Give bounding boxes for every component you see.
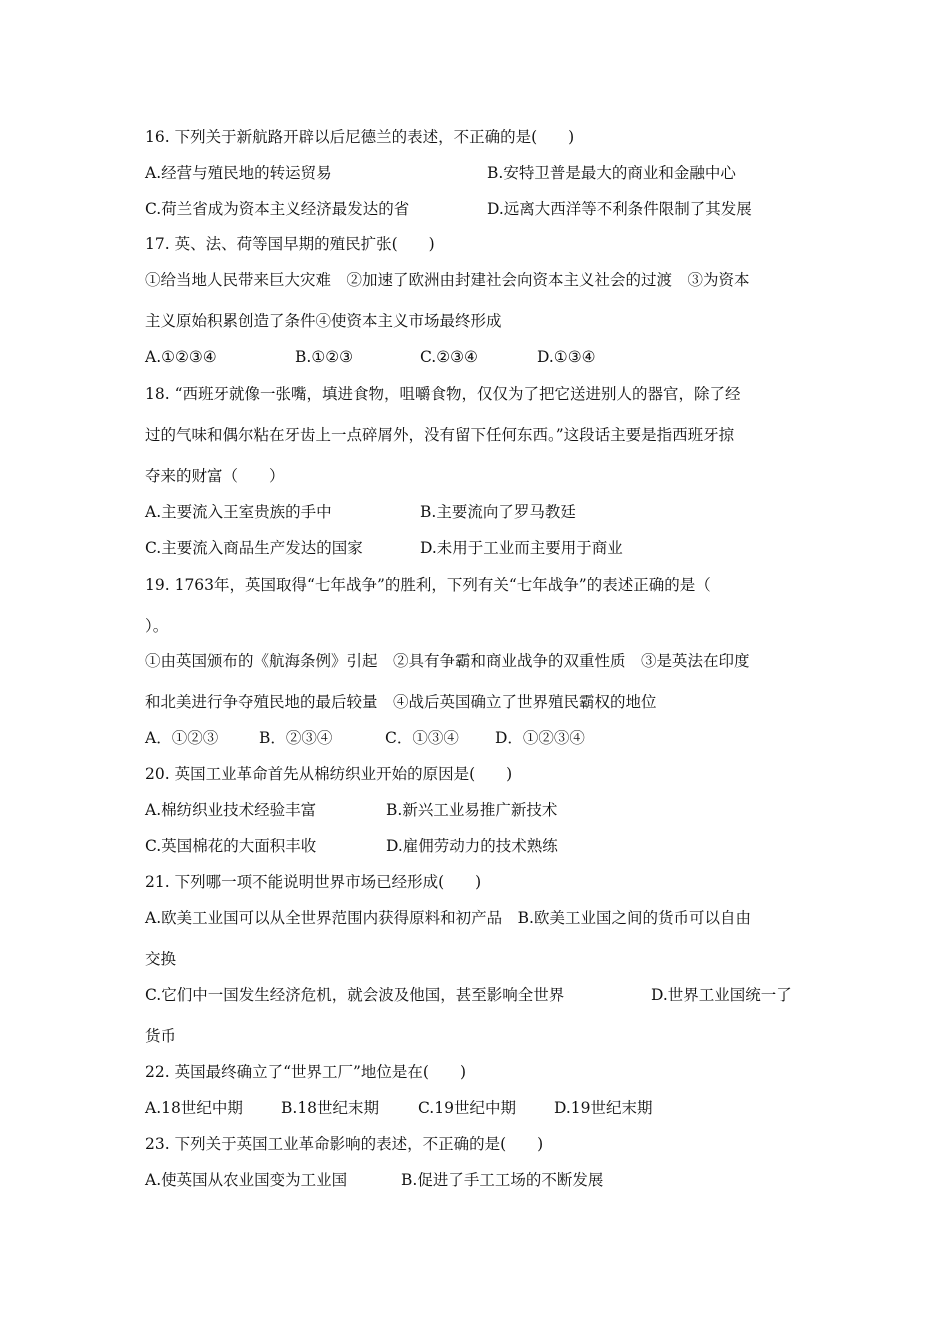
question-18-stem-line-2: 过的气味和偶尔粘在牙齿上一点碎屑外，没有留下任何东西。”这段话主要是指西班牙掠 xyxy=(145,426,735,444)
question-16-option-b: B.安特卫普是最大的商业和金融中心 xyxy=(487,164,736,182)
question-16-option-a: A.经营与殖民地的转运贸易 xyxy=(145,164,332,182)
question-18-stem-line-1: 18. “西班牙就像一张嘴，填进食物，咀嚼食物，仅仅为了把它送进别人的器官，除了经 xyxy=(145,385,741,403)
question-20-option-a: A.棉纺织业技术经验丰富 xyxy=(145,801,317,819)
question-18-stem-line-3: 夺来的财富（ ） xyxy=(145,467,285,485)
question-23-option-b: B.促进了手工工场的不断发展 xyxy=(401,1171,604,1189)
question-17-statements-line-2: 主义原始积累创造了条件④使资本主义市场最终形成 xyxy=(145,312,502,330)
question-22-option-c: C.19世纪中期 xyxy=(418,1099,516,1117)
question-18-option-d: D.未用于工业而主要用于商业 xyxy=(420,539,623,557)
question-23-option-a: A.使英国从农业国变为工业国 xyxy=(145,1171,348,1189)
question-23-stem: 23. 下列关于英国工业革命影响的表述，不正确的是( ) xyxy=(145,1135,544,1153)
question-22-stem: 22. 英国最终确立了“世界工厂”地位是在( ) xyxy=(145,1063,467,1081)
question-19-stem-line-1: 19. 1763年，英国取得“七年战争”的胜利，下列有关“七年战争”的表述正确的是（ xyxy=(145,576,711,594)
question-17-option-d: D.①③④ xyxy=(537,348,596,366)
question-17-option-a: A.①②③④ xyxy=(145,348,217,366)
question-22-option-d: D.19世纪末期 xyxy=(554,1099,653,1117)
question-17-statements-line-1: ①给当地人民带来巨大灾难 ②加速了欧洲由封建社会向资本主义社会的过渡 ③为资本 xyxy=(145,271,750,289)
question-19-option-a: A．①②③ xyxy=(145,729,219,747)
question-18-option-b: B.主要流向了罗马教廷 xyxy=(420,503,576,521)
question-20-option-b: B.新兴工业易推广新技术 xyxy=(386,801,558,819)
question-17-option-b: B.①②③ xyxy=(295,348,354,366)
question-17-stem: 17. 英、法、荷等国早期的殖民扩张( ) xyxy=(145,235,435,253)
question-16-option-c: C.荷兰省成为资本主义经济最发达的省 xyxy=(145,200,410,218)
question-22-option-b: B.18世纪末期 xyxy=(281,1099,380,1117)
question-20-stem: 20. 英国工业革命首先从棉纺织业开始的原因是( ) xyxy=(145,765,513,783)
question-19-option-d: D．①②③④ xyxy=(495,729,585,747)
question-19-statements-line-2: 和北美进行争夺殖民地的最后较量 ④战后英国确立了世界殖民霸权的地位 xyxy=(145,693,657,711)
question-16-option-d: D.远离大西洋等不利条件限制了其发展 xyxy=(487,200,752,218)
question-21-stem: 21. 下列哪一项不能说明世界市场已经形成( ) xyxy=(145,873,482,891)
question-22-option-a: A.18世纪中期 xyxy=(145,1099,243,1117)
question-19-option-c: C．①③④ xyxy=(385,729,459,747)
question-20-option-d: D.雇佣劳动力的技术熟练 xyxy=(386,837,558,855)
question-19-statements-line-1: ①由英国颁布的《航海条例》引起 ②具有争霸和商业战争的双重性质 ③是英法在印度 xyxy=(145,652,750,670)
question-21-option-line-2: 交换 xyxy=(145,950,177,968)
question-18-option-a: A.主要流入王室贵族的手中 xyxy=(145,503,332,521)
question-20-option-c: C.英国棉花的大面积丰收 xyxy=(145,837,317,855)
question-16-stem: 16. 下列关于新航路开辟以后尼德兰的表述，不正确的是( ) xyxy=(145,128,575,146)
question-21-option-line-4: 货币 xyxy=(145,1027,177,1045)
question-19-stem-line-2: ）。 xyxy=(145,617,169,635)
question-21-option-d: D.世界工业国统一了 xyxy=(651,986,792,1004)
question-21-option-c: C.它们中一国发生经济危机，就会波及他国，甚至影响全世界 xyxy=(145,986,565,1004)
question-19-option-b: B．②③④ xyxy=(259,729,333,747)
question-18-option-c: C.主要流入商品生产发达的国家 xyxy=(145,539,363,557)
question-21-option-line-1: A.欧美工业国可以从全世界范围内获得原料和初产品 B.欧美工业国之间的货币可以自由 xyxy=(145,909,751,927)
question-17-option-c: C.②③④ xyxy=(420,348,478,366)
